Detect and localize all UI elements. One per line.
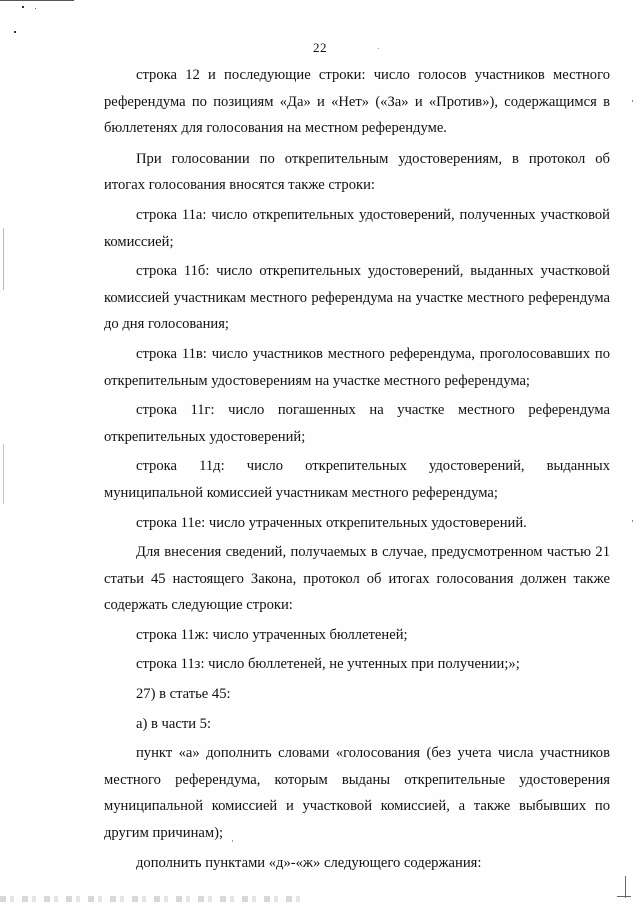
scan-speck [632, 520, 633, 522]
paragraph: строка 12 и последующие строки: число голосов участников местного референдума по позициям «Да» и «Нет» («За» и «Против»), содержащимся в бюллетенях для голосования на местном референдуме. [104, 67, 610, 137]
paragraph: строка 11ж: число утраченных бюллетеней; [136, 626, 408, 643]
paragraph: 27) в статье 45: [136, 686, 231, 703]
scan-edge-line [3, 444, 4, 504]
paragraph: пункт «а» дополнить словами «голосования (без учета числа участников местного референдума, которым выданы открепительные удостоверения муниципальной комиссией и участковой комиссией, а также выбывших по другим причинам); [104, 745, 610, 842]
paragraph: строка 11б: число открепительных удостоверений, выданных участковой комиссией участникам местного референдума на участке местного референдума до дня голосования; [104, 263, 610, 333]
paragraph: строка 11е: число утраченных открепительных удостоверений. [136, 514, 527, 531]
scan-bottom-strip [0, 896, 300, 902]
paragraph: а) в части 5: [136, 715, 212, 732]
scan-corner-mark [625, 876, 626, 898]
document-body [104, 62, 610, 876]
scan-speck [35, 8, 36, 9]
scan-mark [0, 0, 74, 1]
paragraph: строка 11в: число участников местного референдума, проголосовавших по открепительным удостоверениям на участке местного референдума; [104, 345, 610, 389]
paragraph: Для внесения сведений, получаемых в случае, предусмотренном частью 21 статьи 45 настоящего Закона, протокол об итогах голосования должен также содержать следующие строки: [104, 544, 610, 614]
paragraph: строка 11з: число бюллетеней, не учтенных при получении;»; [136, 656, 520, 673]
scan-corner-mark [617, 896, 631, 897]
paragraph: При голосовании по открепительным удостоверениям, в протокол об итогах голосования вносятся также строки: [104, 150, 610, 194]
page-number: 22 [313, 40, 327, 55]
paragraph: строка 11г: число погашенных на участке местного референдума открепительных удостоверений; [104, 402, 610, 445]
paragraph: дополнить пунктами «д»-«ж» следующего содержания: [136, 854, 482, 871]
scan-speck [632, 100, 633, 102]
scan-speck [22, 6, 24, 8]
paragraph: строка 11а: число открепительных удостоверений, полученных участковой комиссией; [104, 206, 610, 250]
scan-speck [14, 31, 16, 33]
scan-edge-line [3, 228, 4, 290]
paragraph: строка 11д: число открепительных удостоверений, выданных муниципальной комиссией участникам местного референдума; [104, 458, 610, 501]
